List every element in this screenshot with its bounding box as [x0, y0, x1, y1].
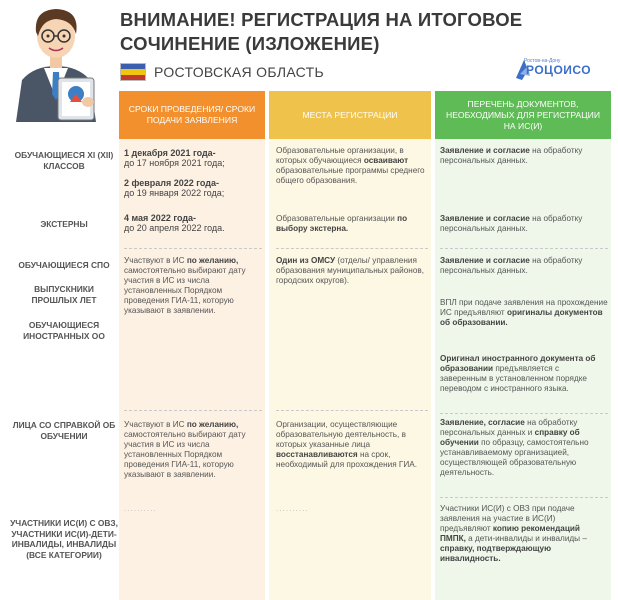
separator	[440, 248, 608, 249]
row1-date1-bold: 1 декабря 2021 года-	[124, 148, 216, 158]
row3-docs1-text: на обработку персональных данных.	[440, 256, 583, 275]
row5-docs-text-1: Участники ИС(И) с ОВЗ при подаче заявления на участие в ИС(И) предъявляют	[440, 504, 575, 533]
row2-place-text: Образовательные организации	[276, 214, 395, 223]
row1-place-bold: осваивают	[363, 156, 409, 165]
row1-date2-bold: 2 февраля 2022 года-	[124, 178, 220, 188]
row1-places	[276, 146, 428, 186]
row3-place-text: (отделы/ управления образования муниципальных районов, городских округов).	[276, 256, 424, 285]
row-label-externs: ЭКСТЕРНЫ	[40, 219, 88, 229]
row3-docs1-bold: Заявление и согласие	[440, 256, 530, 265]
logo-text: РОЦОИСО	[526, 63, 592, 77]
row3-docs2-bold: оригиналы документов об образовании.	[440, 308, 603, 327]
title-line-2: СОЧИНЕНИЕ (ИЗЛОЖЕНИЕ)	[120, 33, 380, 54]
column-places-background	[269, 139, 431, 600]
row3-place-bold: Один из ОМСУ	[276, 256, 336, 265]
row-label-disabled: УЧАСТНИКИ ИС(И) С ОВЗ, УЧАСТНИКИ ИС(И)-ДЕТИ-ИНВАЛИДЫ, ИНВАЛИДЫ (ВСЕ КАТЕГОРИИ)	[10, 518, 118, 560]
column-header-documents: ПЕРЕЧЕНЬ ДОКУМЕНТОВ, НЕОБХОДИМЫХ ДЛЯ РЕГИСТРАЦИИ НА ИС(И)	[435, 91, 611, 139]
row1-place-text-2: образовательные программы среднего общего образования.	[276, 166, 425, 185]
row-label-certificate: ЛИЦА СО СПРАВКОЙ ОБ ОБУЧЕНИИ	[12, 420, 116, 441]
row4-docs-text-1: на обработку персональных данных и	[440, 418, 578, 437]
row1-place-text: Образовательные организации, в которых обучающиеся	[276, 146, 404, 165]
row4-date-text: Участвуют в ИС	[124, 420, 185, 429]
separator	[440, 413, 608, 414]
row5-docs-text-2: а дети-инвалиды и инвалиды –	[468, 534, 587, 543]
separator	[124, 410, 262, 411]
row3-documents-2	[440, 298, 608, 328]
row3-documents-1	[440, 256, 608, 276]
row3-date-text-2: самостоятельно выбирают дату участия в ИС из числа установленных Порядком проведения ГИА-11, которую указывают в заявлении.	[124, 266, 246, 315]
column-header-dates: СРОКИ ПРОВЕДЕНИЯ/ СРОКИ ПОДАЧИ ЗАЯВЛЕНИЯ	[119, 91, 265, 139]
logo-caption: Ростов-на-Дону	[524, 58, 561, 64]
separator	[440, 497, 608, 498]
row1-documents	[440, 146, 608, 166]
row2-place-bold: по выбору экстерна.	[276, 214, 408, 233]
row1-dates	[124, 148, 262, 198]
row5-places-placeholder: ..........	[276, 504, 309, 513]
row4-dates	[124, 420, 262, 480]
row1-docs-text: на обработку персональных данных.	[440, 146, 583, 165]
row2-docs-bold: Заявление и согласие	[440, 214, 530, 223]
row3-documents-3	[440, 354, 608, 394]
row5-docs-bold-2: справку, подтверждающую инвалидность.	[440, 544, 552, 563]
row4-docs-text-2: по образцу, самостоятельно устанавливаемому организацией, осуществляющей образовательную деятельность.	[440, 438, 589, 477]
row4-places	[276, 420, 428, 470]
row4-docs-bold-1: Заявление, согласие	[440, 418, 525, 427]
row2-docs-text: на обработку персональных данных.	[440, 214, 583, 233]
row4-docs-bold-2: справку об обучении	[440, 428, 580, 447]
title-line-1: ВНИМАНИЕ! РЕГИСТРАЦИЯ НА ИТОГОВОЕ	[120, 9, 523, 30]
row3-docs3-text: предъявляется с заверенным в установленном порядке переводом с иностранного языка.	[440, 364, 587, 393]
column-dates-background	[119, 139, 265, 600]
row3-docs3-bold: Оригинал иностранного документа об образовании	[440, 354, 596, 373]
row4-place-bold: восстанавливаются	[276, 450, 358, 459]
row3-date-text: Участвуют в ИС	[124, 256, 185, 265]
teacher-mascot-illustration	[4, 2, 108, 122]
row2-date-bold: 4 мая 2022 года-	[124, 213, 197, 223]
separator	[276, 410, 428, 411]
row-label-grade11: ОБУЧАЮЩИЕСЯ XI (XII) КЛАССОВ	[14, 150, 114, 171]
row1-date1-text: до 17 ноября 2021 года;	[124, 158, 225, 168]
separator	[124, 248, 262, 249]
row3-dates	[124, 256, 262, 316]
row4-date-bold: по желанию,	[186, 420, 239, 429]
row5-docs-bold-1: копию рекомендаций ПМПК,	[440, 524, 580, 543]
row3-date-bold: по желанию,	[186, 256, 239, 265]
row4-documents	[440, 418, 608, 478]
row-label-graduates: ВЫПУСКНИКИ ПРОШЛЫХ ЛЕТ	[31, 284, 97, 305]
row2-places	[276, 214, 428, 234]
row3-places	[276, 256, 428, 286]
row4-place-text: Организации, осуществляющие образовательную деятельность, в которых указанные лица	[276, 420, 406, 449]
row-label-foreign: ОБУЧАЮЩИЕСЯ ИНОСТРАННЫХ ОО	[23, 320, 105, 341]
row4-date-text-2: самостоятельно выбирают дату участия в ИС из числа установленных Порядком проведения ГИА-11, которую указывают в заявлении.	[124, 430, 246, 479]
row-label-spo: ОБУЧАЮЩИЕСЯ СПО	[18, 260, 110, 270]
row2-documents	[440, 214, 608, 234]
row5-dates-placeholder: ..........	[124, 504, 157, 513]
row3-docs2-text: ВПЛ при подаче заявления на прохождение ИС предъявляют	[440, 298, 608, 317]
row4-place-text-2: на срок, необходимый для прохождения ГИА.	[276, 450, 417, 469]
region-name: РОСТОВСКАЯ ОБЛАСТЬ	[154, 64, 324, 80]
row1-docs-bold: Заявление и согласие	[440, 146, 530, 155]
row5-documents	[440, 504, 608, 564]
row2-dates	[124, 213, 262, 233]
row2-date-text: до 20 апреля 2022 года.	[124, 223, 225, 233]
column-header-places: МЕСТА РЕГИСТРАЦИИ	[269, 91, 431, 139]
separator	[276, 248, 428, 249]
region-flag-icon	[120, 63, 146, 81]
region-row	[120, 63, 324, 81]
row1-date2-text: до 19 января 2022 года;	[124, 188, 225, 198]
page-title	[120, 8, 522, 56]
